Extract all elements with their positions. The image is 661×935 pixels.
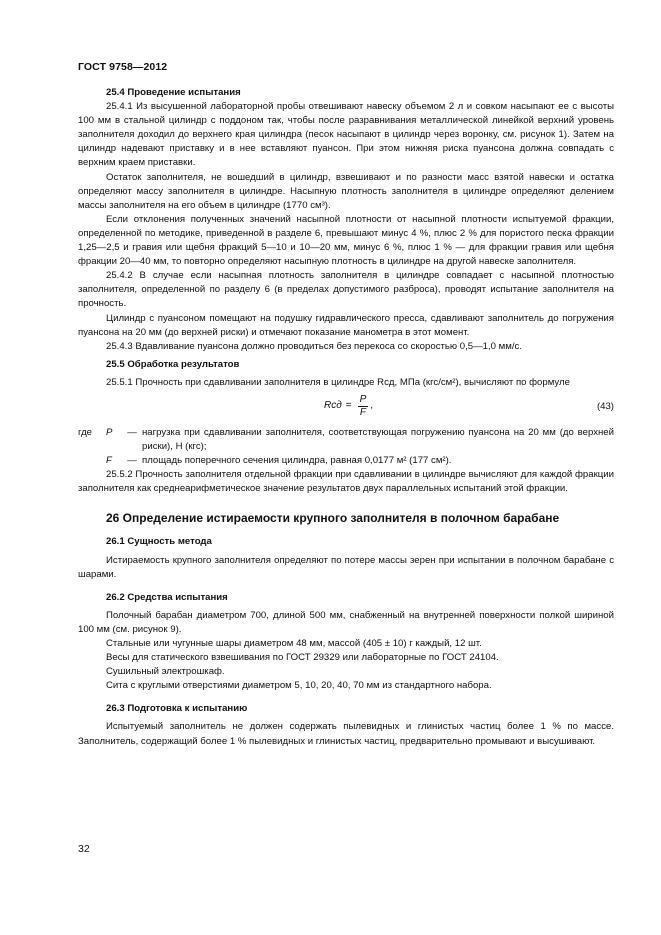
formula-numerator: P (359, 393, 367, 405)
legend-symbol-p: P (106, 426, 113, 438)
section-heading-26-1: 26.1 Сущность метода (106, 536, 212, 548)
legend-row-p (78, 426, 614, 454)
paragraph-press: Цилиндр с пуансоном помещают на подушку гидравлического пресса, сдавливают заполнитель до погружения пуансона на 20 мм (до верхней риски) и отмечают показание манометра в этот момент. (78, 312, 614, 338)
section-heading-26-2: 26.2 Средства испытания (106, 591, 228, 603)
section-heading-26-3: 26.3 Подготовка к испытанию (106, 703, 248, 715)
formula-comma: , (370, 400, 374, 412)
paragraph-balls: Стальные или чугунные шары диаметром 48 мм, массой (405 ± 10) г каждый, 12 шт. (106, 638, 482, 649)
paragraph-25-4-3: 25.4.3 Вдавливание пуансона должно проводиться без перекоса со скоростью 0,5—1,0 мм/с. (106, 340, 522, 352)
formula-legend (78, 426, 614, 468)
section-heading-25-4: 25.4 Проведение испытания (106, 87, 241, 98)
legend-row-f (78, 454, 614, 468)
formula-number: (43) (596, 400, 614, 412)
standard-header: ГОСТ 9758—2012 (78, 61, 168, 73)
formula-denominator: F (359, 406, 366, 418)
formula-fraction (358, 394, 369, 419)
paragraph-26-1: Истираемость крупного заполнителя определяют по потере массы зерен при испытании в полочном барабане с шарами. (78, 554, 614, 580)
legend-text-p: нагрузка при сдавливании заполнителя, соответствующая погружению пуансона на 20 мм (до верхней риски), Н (кгс); (142, 426, 614, 453)
formula-equals: = (345, 400, 352, 412)
section-heading-25-5: 25.5 Обработка результатов (106, 358, 240, 370)
paragraph-25-5-1: 25.5.1 Прочность при сдавливании заполнителя в цилиндре Rсд, МПа (кгс/см²), вычисляют по формуле (106, 376, 570, 388)
legend-dash: — (127, 426, 137, 438)
paragraph-oven: Сушильный электрошкаф. (106, 666, 225, 678)
formula-expression (324, 394, 373, 419)
section-title-26: 26 Определение истираемости крупного заполнителя в полочном барабане (106, 511, 560, 526)
formula-43 (78, 392, 614, 422)
paragraph-deviation: Если отклонения полученных значений насыпной плотности от насыпной плотности испытуемой фракции, определенной по методике, приведенной в разделе 6, превышают минус 4 %, плюс 2 % для пористого песка фракции 1,25—2,5 и гравия или щебня фракций 5—10 и 10—20 мм, минус 6 %, плюс 1 % — для фракции гравия или щебня фракции 20—40 мм, то повторно определяют насыпную плотность в цилиндре на другой навеске заполнителя. (78, 213, 614, 268)
legend-text-f: площадь поперечного сечения цилиндра, равная 0,0177 м² (177 см²). (142, 455, 452, 467)
page-body (78, 86, 614, 749)
paragraph-25-4-1: 25.4.1 Из высушенной лабораторной пробы отвешивают навеску объемом 2 л и совком насыпают ее с высоты 100 мм в стальной цилиндр с поддоном так, чтобы после разравнивания металлической линейкой верхний уровень заполнителя доходил до верхнего края цилиндра (песок насыпают в цилиндр через воронку, см. рисунок 1). Затем на цилиндр надевают приставку и в нее вставляют пуансон. При этом нижняя риска пуансона должна совпадать с верхним краем приставки. (78, 101, 614, 169)
legend-symbol-f: F (106, 455, 112, 467)
paragraph-scales: Весы для статического взвешивания по ГОСТ 29329 или лабораторные по ГОСТ 24104. (106, 652, 499, 664)
page-number: 32 (78, 843, 90, 855)
formula-lhs: Rсд (324, 400, 342, 412)
legend-dash: — (127, 455, 137, 467)
paragraph-sieves: Сита с круглыми отверстиями диаметром 5, 10, 20, 40, 70 мм из стандартного набора. (106, 680, 492, 692)
paragraph-drum: Полочный барабан диаметром 700, длиной 500 мм, снабженный на внутренней поверхности полкой шириной 100 мм (см. рисунок 9). (78, 609, 614, 635)
legend-where-label: где (78, 426, 93, 438)
paragraph-25-4-2: 25.4.2 В случае если насыпная плотность заполнителя в цилиндре совпадает с насыпной плотностью заполнителя, определенной по разделу 6 (в пределах допустимого разброса), проводят испытание заполнителя на прочность. (78, 270, 614, 310)
paragraph-25-5-2: 25.5.2 Прочность заполнителя отдельной фракции при сдавливании в цилиндре вычисляют для каждой фракции заполнителя как среднеарифметическое значение результатов двух параллельных испытаний этой фракции. (78, 469, 614, 495)
paragraph-26-3: Испытуемый заполнитель не должен содержать пылевидных и глинистых частиц более 1 % по массе. Заполнитель, содержащий более 1 % пылевидных и глинистых частиц, предварительно промывают и высушивают. (78, 721, 614, 747)
paragraph-residue: Остаток заполнителя, не вошедший в цилиндр, взвешивают и по разности масс взятой навески и остатка определяют массу заполнителя в цилиндре. Насыпную плотность заполнителя в цилиндре определяют делением массы заполнителя на его объем в цилиндре (1770 см³). (78, 171, 614, 211)
